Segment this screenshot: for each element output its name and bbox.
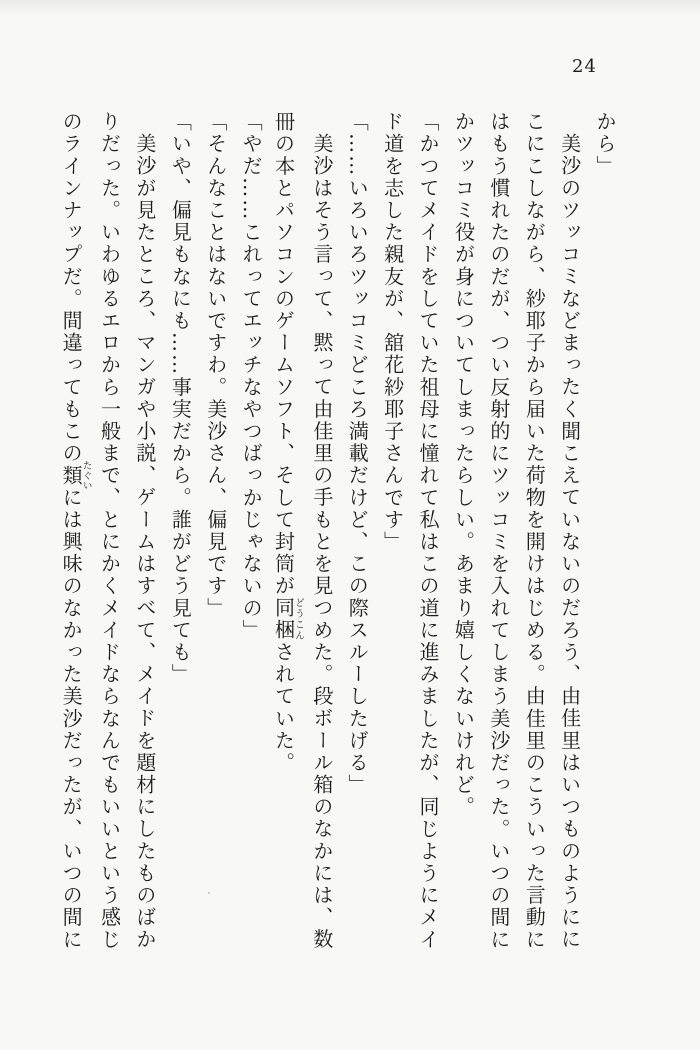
text-line: 「かつてメイドをしていた祖母に憧れて私はこの道に進みましたが、同じようにメイ [416,111,441,951]
text-line: 「いや、偏見もなにも……事実だから。誰がどう見ても」 [168,111,193,686]
text-block [56,111,622,957]
scan-speck [430,714,432,716]
page-number: 24 [572,56,597,77]
text-line: のラインナップだ。間違ってもこの類たぐいには興味のなかった美沙だったが、いつの間に [59,111,92,951]
text-line: 美沙が見たところ、マンガや小説、ゲームはすべて、メイドを題材にしたものばか [132,133,157,951]
text-line: 美沙はそう言って、黙って由佳里の手もとを見つめた。段ボール箱のなかには、数 [309,133,334,951]
text-line: こにこしながら、紗耶子から届いた荷物を開けはじめる。由佳里のこういった言動に [522,111,547,951]
text-line: 冊の本とパソコンのゲームソフト、そして封筒が同梱どうこんされていた。 [271,111,304,775]
text-line: りだった。いわゆるエロから一般まで、とにかくメイドならなんでもいいという感じ [97,111,122,951]
text-line: 「……いろいろツッコミどころ満載だけど、この際スルーしたげる」 [345,111,370,797]
text-line: 美沙のツッコミなどまったく聞こえていないのだろう、由佳里はいつものようにに [557,133,582,951]
text-line: から」 [593,111,617,178]
furigana-text: どうこん [292,597,304,642]
text-line: ド道を志した親友が、舘花紗耶子さんです」 [380,111,405,553]
scan-speck [208,892,210,894]
furigana-ruby: 類たぐい [59,460,92,491]
text-line: 「やだ……これってエッチなやつばっかじゃないの」 [239,111,264,642]
furigana-text: たぐい [80,460,92,491]
text-line: かツッコミ役が身についてしまったらしい。あまり嬉しくないけれど。 [451,111,476,819]
furigana-ruby: 同梱どうこん [271,597,304,642]
text-line: 「そんなことはないですわ。美沙さん、偏見です」 [203,111,228,620]
text-line: はもう慣れたのだが、つい反射的にツッコミを入れてしまう美沙だった。いつの間に [486,111,511,951]
